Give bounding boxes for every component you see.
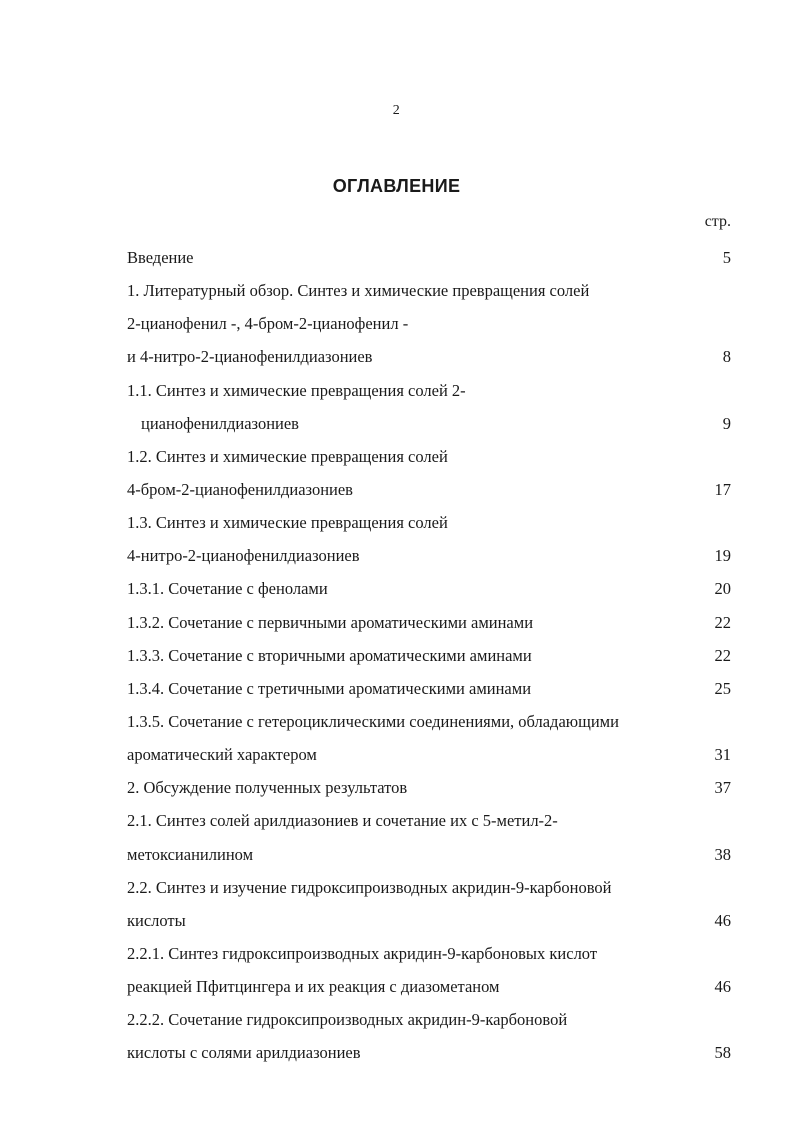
toc-entry — [127, 937, 731, 1003]
toc-entry — [127, 572, 731, 605]
page-column-label: стр. — [704, 213, 731, 230]
toc-entry — [127, 672, 731, 705]
toc-entry-page: 19 — [714, 546, 731, 566]
toc-entry-page: 20 — [714, 579, 731, 599]
toc-entry-text: 1.3.5. Сочетание с гетероциклическими соединениями, обладающими — [127, 711, 619, 731]
toc-entry — [127, 506, 731, 572]
toc-entry-text: кислоты — [127, 910, 186, 930]
toc-entry-page: 9 — [722, 413, 731, 433]
toc-entry-text: 2.2.1. Синтез гидроксипроизводных акридин-9-карбоновых кислот — [127, 943, 598, 963]
toc-entry-page: 46 — [714, 977, 731, 997]
toc-entry-page: 22 — [714, 612, 731, 632]
toc-entry-text: 1.3.3. Сочетание с вторичными ароматическими аминами — [127, 645, 532, 665]
toc-entry-text: цианофенилдиазониев — [141, 413, 299, 433]
toc-entry-page: 8 — [722, 347, 731, 367]
toc-entry — [127, 639, 731, 672]
toc-entry — [127, 771, 731, 804]
toc-entry-page: 58 — [714, 1043, 731, 1063]
toc-entry-text: 1.3.2. Сочетание с первичными ароматическими аминами — [127, 612, 534, 632]
toc-entry — [127, 705, 731, 771]
toc-entry-text: 1. Литературный обзор. Синтез и химические превращения солей — [127, 281, 590, 301]
toc-entry-page: 38 — [714, 844, 731, 864]
toc-entry-text: 1.3.4. Сочетание с третичными ароматическими аминами — [127, 678, 532, 698]
toc-entry-text: Введение — [127, 248, 194, 267]
toc-entry-text: 2.2. Синтез и изучение гидроксипроизводных акридин-9-карбоновой — [127, 877, 612, 897]
toc-entry-text: 2. Обсуждение полученных результатов — [127, 778, 408, 798]
toc-entry — [127, 606, 731, 639]
toc-entry — [127, 440, 731, 506]
toc-entry-page: 17 — [714, 479, 731, 499]
toc-entry — [127, 374, 731, 440]
toc-entry-text: 4-бром-2-цианофенилдиазониев — [127, 479, 353, 499]
toc-entry-text: 1.1. Синтез и химические превращения солей 2- — [127, 380, 466, 400]
toc-entry-text: 1.3. Синтез и химические превращения солей — [127, 513, 448, 533]
toc-entry-text: 2-цианофенил -, 4-бром-2-цианофенил - — [127, 314, 409, 334]
toc-entry-text: ароматический характером — [127, 745, 317, 765]
toc-entry-text: 4-нитро-2-цианофенилдиазониев — [127, 546, 360, 566]
toc-entry-page: 46 — [714, 910, 731, 930]
toc-entry-page: 31 — [714, 745, 731, 765]
toc-entry-text: 1.2. Синтез и химические превращения солей — [127, 446, 448, 466]
toc-entry-page: 25 — [714, 678, 731, 698]
toc-entry-text: и 4-нитро-2-цианофенилдиазониев — [127, 347, 373, 367]
toc-entry — [127, 871, 731, 937]
toc-entry — [127, 1003, 731, 1069]
toc-entry — [127, 274, 731, 373]
toc-entry-page: 5 — [722, 248, 731, 267]
toc-entry-text: 1.3.1. Сочетание с фенолами — [127, 579, 328, 599]
toc-entry-text: кислоты с солями арилдиазониев — [127, 1043, 361, 1063]
toc-title: ОГЛАВЛЕНИЕ — [332, 176, 461, 196]
toc-entry-page: 37 — [714, 778, 731, 798]
toc-entry-text: 2.1. Синтез солей арилдиазониев и сочетание их с 5-метил-2- — [127, 811, 558, 831]
toc-entry — [127, 804, 731, 870]
toc-entry-page: 22 — [714, 645, 731, 665]
toc-entry-text: метоксианилином — [127, 844, 254, 864]
page-number: 2 — [392, 103, 401, 118]
toc-entry-text: реакцией Пфитцингера и их реакция с диазометаном — [127, 977, 500, 997]
table-of-contents — [127, 241, 731, 1070]
toc-entry — [127, 241, 731, 274]
toc-entry-text: 2.2.2. Сочетание гидроксипроизводных акридин-9-карбоновой — [127, 1010, 568, 1030]
